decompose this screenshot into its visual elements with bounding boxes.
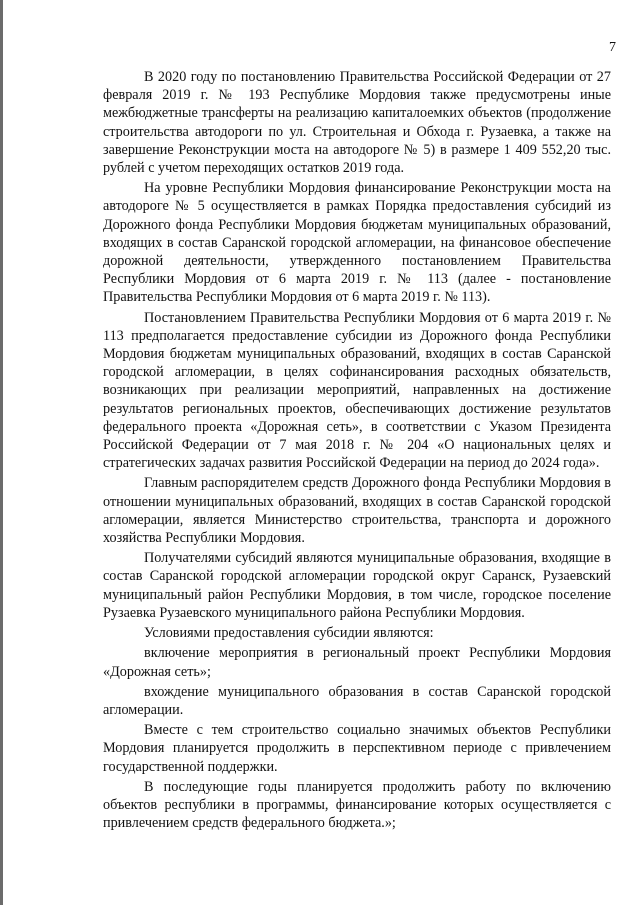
paragraph-bridge-financing: На уровне Республики Мордовия финансирование Реконструкции моста на автодороге № 5 осуществляется в рамках Порядка предоставления субсидий из Дорожного фонда Республики Мордовия бюджетам муниципальных образований, входящих в состав Саранской городской агломерации, на финансовое обеспечение дорожной деятельности, утвержденного постановлением Правительства Республики Мордовия от 6 марта 2019 г. № 113 (далее - постановление Правительства Республики Мордовия от 6 марта 2019 г. № 113). [103, 180, 611, 306]
document-body [103, 68, 611, 834]
paragraph-budget-2020: В 2020 году по постановлению Правительства Российской Федерации от 27 февраля 2019 г. № 193 Республике Мордовия также предусмотрены иные межбюджетные трансферты на реализацию капиталоемких объектов (продолжение строительства автодороги по ул. Строительная и Обхода г. Рузаевка, а также на завершение Реконструкции моста на автодороге № 5) в размере 1 409 552,20 тыс. рублей с учетом переходящих остатков 2019 года. [103, 69, 611, 177]
paragraph-condition-1: включение мероприятия в региональный проект Республики Мордовия «Дорожная сеть»; [103, 645, 611, 680]
paragraph-resolution-113: Постановлением Правительства Республики Мордовия от 6 марта 2019 г. № 113 предполагается предоставление субсидии из Дорожного фонда Республики Мордовия бюджетам муниципальных образований, входящих в состав Саранской городской агломерации, в целях софинансирования расходных обязательств, возникающих при реализации мероприятий, направленных на достижение результатов региональных проектов, обеспечивающих достижение результатов федерального проекта «Дорожная сеть», в соответствии с Указом Президента Российской Федерации от 7 мая 2018 г. № 204 «О национальных целях и стратегических задачах развития Российской Федерации на период до 2024 года». [103, 309, 611, 472]
paragraph-conditions-heading: Условиями предоставления субсидии являются: [144, 625, 434, 642]
page-left-edge [0, 0, 3, 905]
page-number: 7 [609, 40, 616, 55]
paragraph-condition-2: вхождение муниципального образования в состав Саранской городской агломерации. [103, 683, 611, 718]
paragraph-main-administrator: Главным распорядителем средств Дорожного фонда Республики Мордовия в отношении муниципальных образований, входящих в состав Саранской городской агломерации, является Министерство строительства, транспорта и дорожного хозяйства Республики Мордовия. [103, 475, 611, 547]
paragraph-recipients: Получателями субсидий являются муниципальные образования, входящие в состав Саранской городской агломерации городской округ Саранск, Рузаевский муниципальный район Республики Мордовия, в том числе, городское поселение Рузаевка Рузаевского муниципального района Республики Мордовия. [103, 550, 611, 621]
paragraph-future-construction: Вместе с тем строительство социально значимых объектов Республики Мордовия планируется продолжить в перспективном периоде с привлечением государственной поддержки. [103, 722, 611, 775]
paragraph-federal-programs: В последующие годы планируется продолжить работу по включению объектов республики в программы, финансирование которых осуществляется с привлечением средств федерального бюджета.»; [103, 778, 611, 832]
